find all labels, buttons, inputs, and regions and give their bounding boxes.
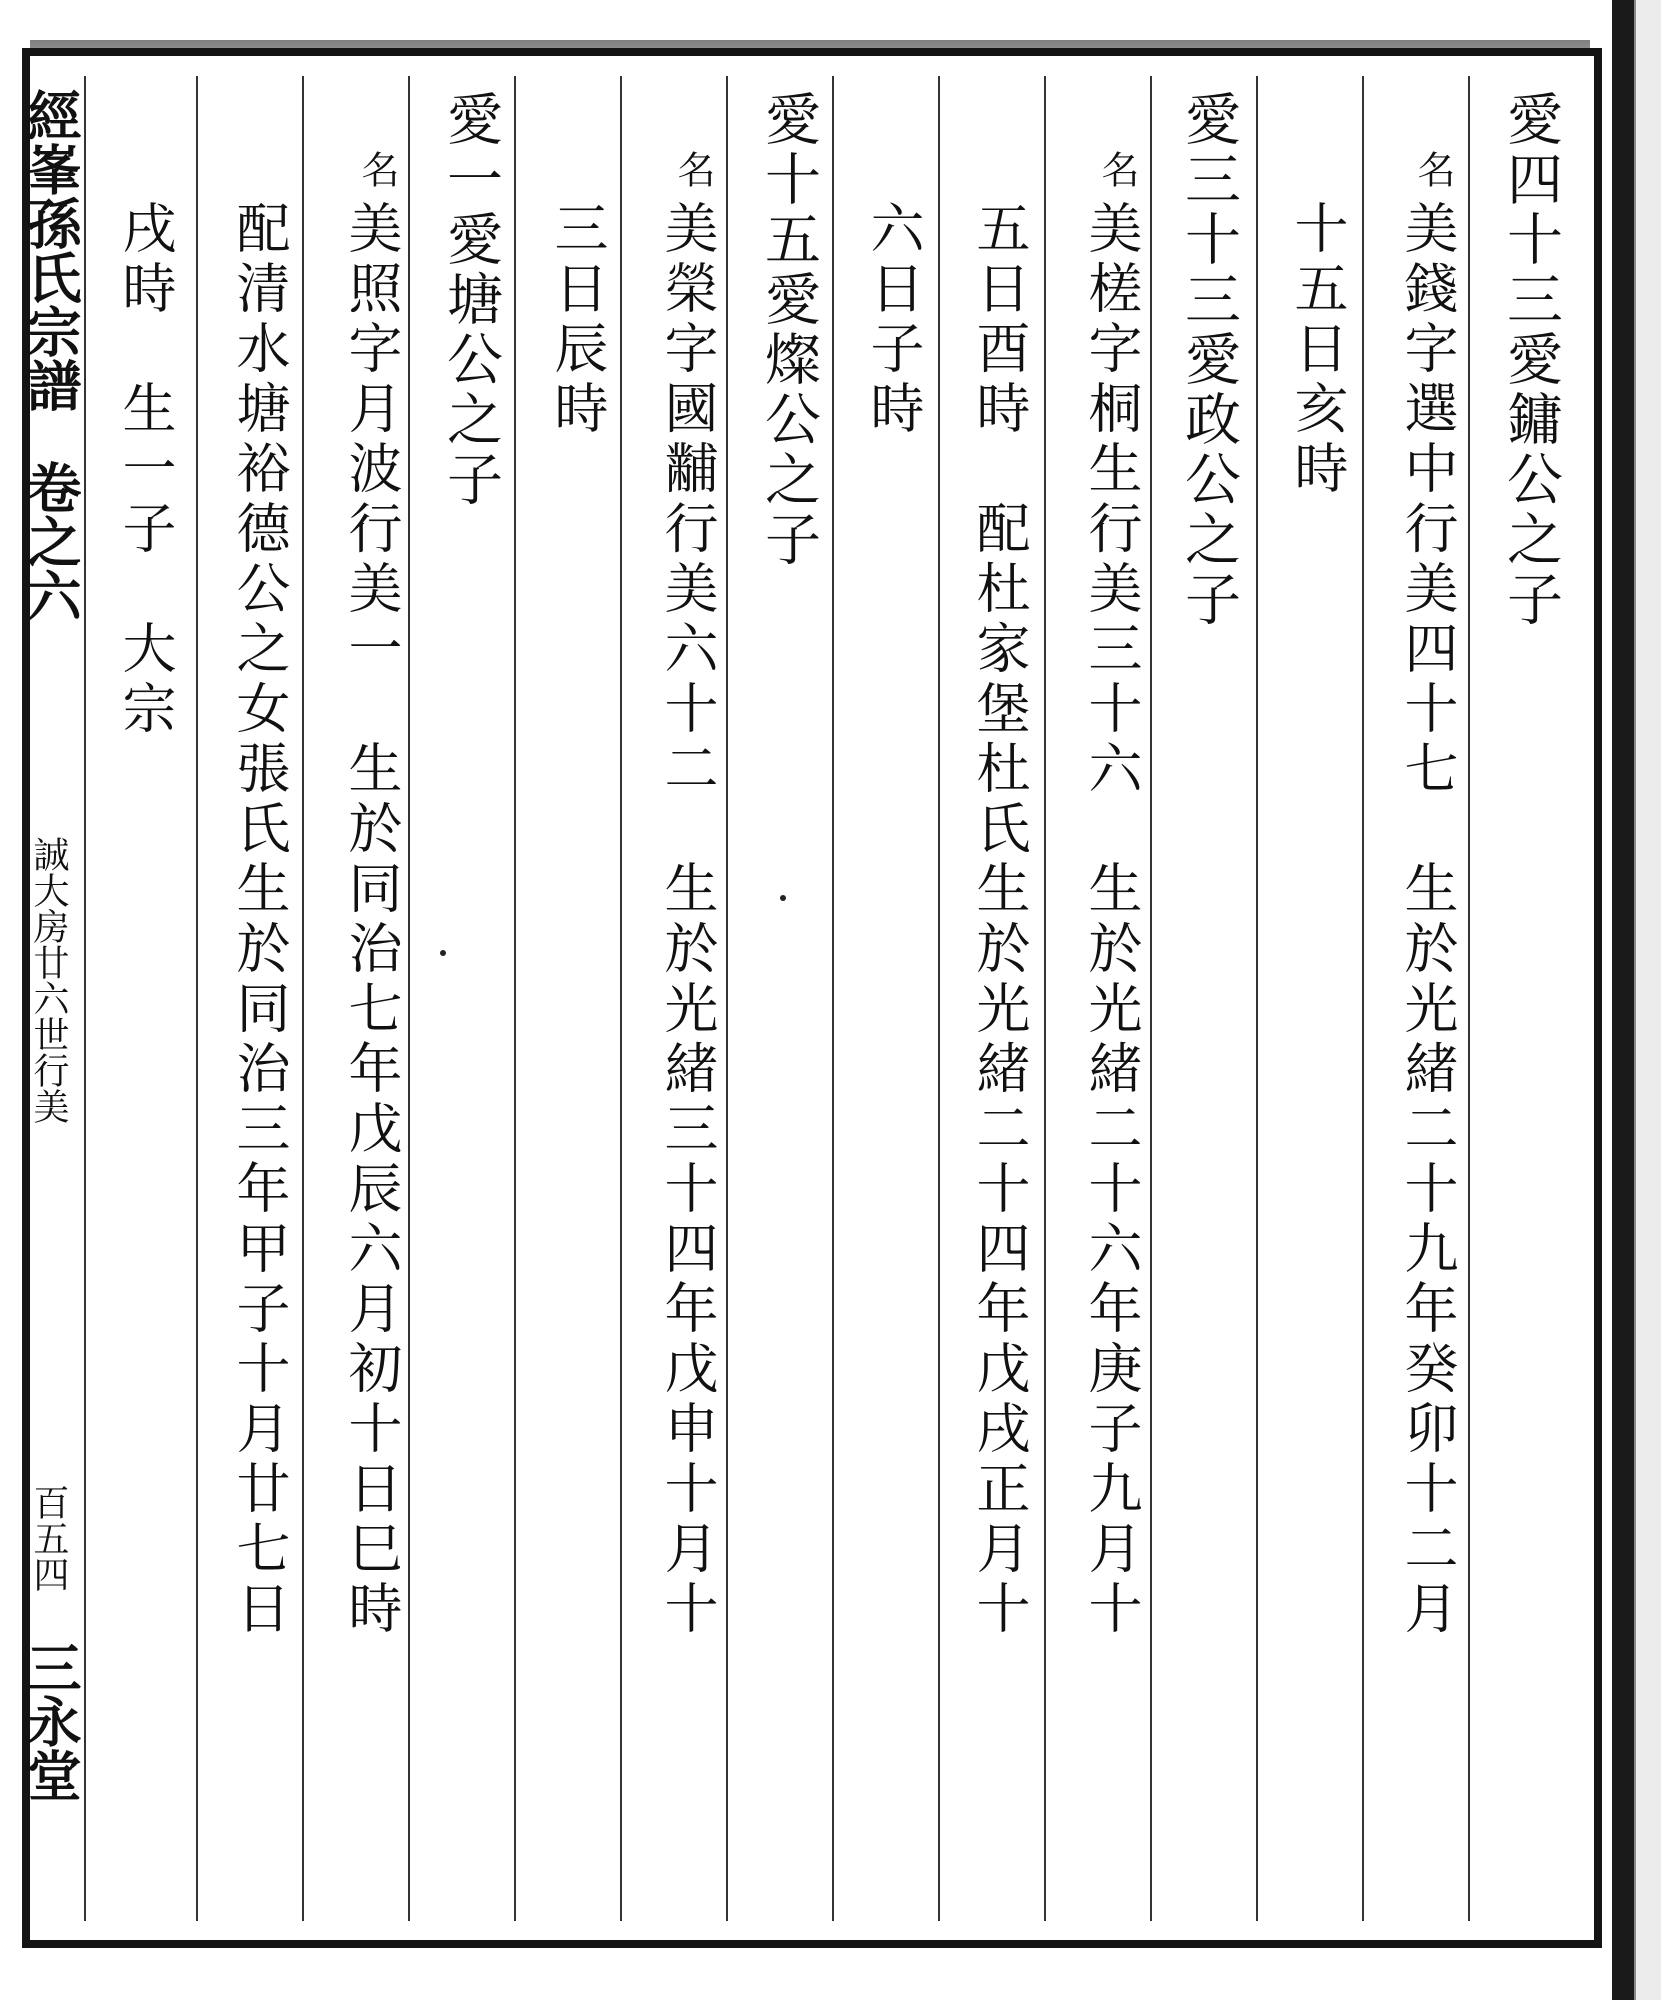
entry-header-ai15: 愛十五愛燦公之子: [756, 90, 821, 570]
column-divider: [1044, 76, 1046, 1921]
entry-line: 配清水塘裕德公之女張氏生於同治三年甲子十月廿七日: [228, 200, 291, 1640]
entry-line: 美榮字國黼行美六十二 生於光緒三十四年戊申十月十: [656, 200, 719, 1640]
entry-line: 戌時 生一子 大宗: [114, 200, 177, 740]
section-label: 誠大房廿六世行美: [28, 836, 69, 1124]
name-label: 名: [1411, 150, 1455, 188]
entry-header-ai43: 愛四十三愛鏞公之子: [1498, 90, 1563, 630]
column-divider: [1256, 76, 1258, 1921]
entry-line: 美照字月波行美一 生於同治七年戊辰六月初十日巳時: [340, 200, 403, 1640]
column-divider: [84, 76, 86, 1921]
entry-line: 五日酉時 配杜家堡杜氏生於光緒二十四年戊戌正月十: [968, 200, 1031, 1640]
name-label: 名: [671, 150, 715, 188]
volume-label: 卷之六: [19, 460, 83, 622]
column-divider: [196, 76, 198, 1921]
column-divider: [938, 76, 940, 1921]
entry-line: 美槎字桐生行美三十六 生於光緒二十六年庚子九月十: [1080, 200, 1143, 1640]
column-divider: [408, 76, 410, 1921]
column-divider: [832, 76, 834, 1921]
page-number: 百五四: [28, 1484, 69, 1592]
ink-dot: [440, 950, 446, 956]
name-label: 名: [1095, 150, 1139, 188]
book-title: 經峯孫氏宗譜: [19, 88, 83, 412]
column-divider: [302, 76, 304, 1921]
entry-line: 六日子時: [862, 200, 925, 440]
entry-line: 三日辰時: [546, 200, 609, 440]
column-divider: [726, 76, 728, 1921]
entry-header-ai1: 愛一愛塘公之子: [438, 90, 503, 510]
adjacent-page-strip: [1634, 0, 1661, 2000]
column-divider: [514, 76, 516, 1921]
column-divider: [1362, 76, 1364, 1921]
right-binding-edge: [1612, 0, 1634, 2000]
entry-line: 十五日亥時: [1286, 200, 1349, 500]
hall-name: 三永堂: [19, 1640, 83, 1802]
column-divider: [1150, 76, 1152, 1921]
column-divider: [620, 76, 622, 1921]
ink-dot: [780, 895, 786, 901]
entry-header-ai33: 愛三十三愛政公之子: [1176, 90, 1241, 630]
column-divider: [1468, 76, 1470, 1921]
entry-line: 美錢字選中行美四十七 生於光緒二十九年癸卯十二月: [1396, 200, 1459, 1640]
page-gutter: [19, 60, 83, 1935]
name-label: 名: [355, 150, 399, 188]
